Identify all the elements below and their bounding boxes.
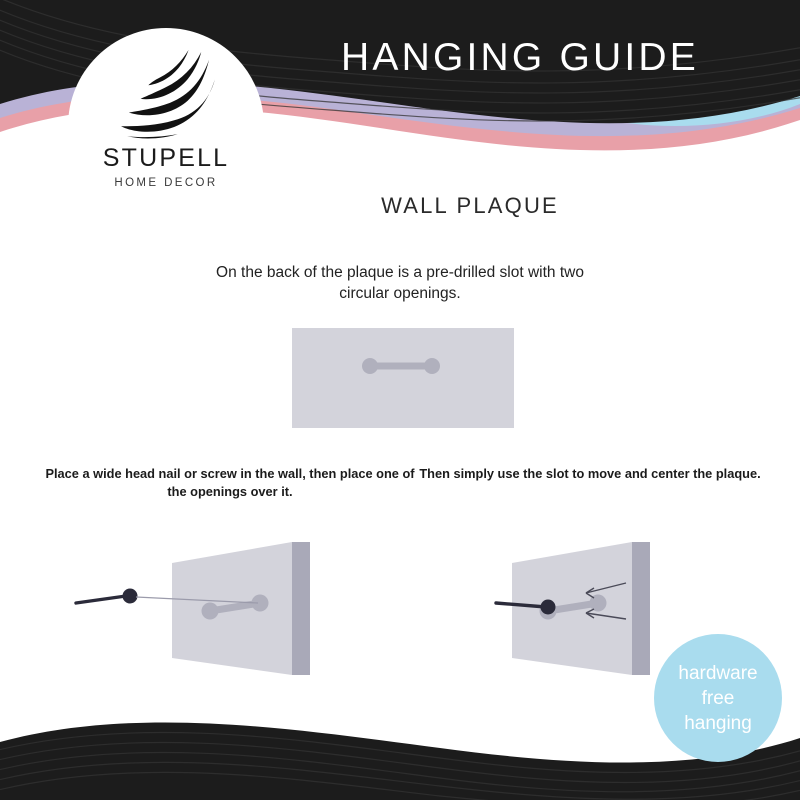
nail-icon	[76, 589, 138, 604]
nail-into-keyhole-diagram	[70, 515, 330, 700]
logo-subtitle: HOME DECOR	[114, 177, 218, 189]
logo-name: STUPELL	[102, 144, 230, 172]
step-3-text: Then simply use the slot to move and center the plaque.	[419, 466, 761, 481]
step-2-text: Place a wide head nail or screw in the wall, then place one of the openings over it.	[45, 466, 415, 499]
product-title: WALL PLAQUE	[381, 193, 559, 218]
page-title: HANGING GUIDE	[341, 36, 699, 79]
swoosh-logo-icon	[107, 50, 225, 140]
plaque-back-diagram	[292, 328, 514, 433]
badge-line-2: free	[701, 687, 735, 709]
badge-line-3: hanging	[684, 712, 752, 734]
step-1-text: On the back of the plaque is a pre-drilled slot with two circular openings.	[216, 264, 584, 302]
badge-line-1: hardware	[678, 662, 758, 684]
hardware-free-badge	[654, 634, 782, 762]
logo	[68, 28, 264, 224]
